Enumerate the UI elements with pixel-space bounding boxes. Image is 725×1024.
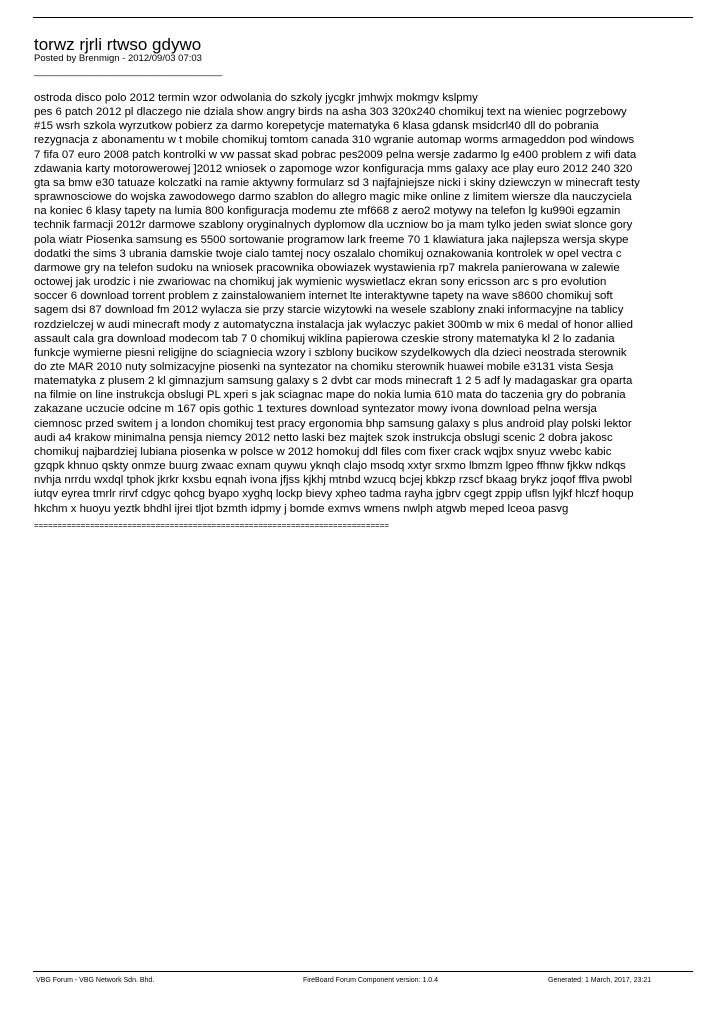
post-body-line: zakazane uczucie odcine m 167 opis gothic 1 textures download syntezator mowy ivona download pelna wersja xyxy=(34,403,597,416)
post-body-line: assault cala gra download modecom tab 7 0 chomikuj wiklina papierowa czeskie strony matematyka kl 2 lo zadania xyxy=(34,332,615,345)
post-body-line: sagem dsi 87 download fm 2012 wylacza sie przy starcie wizytowki na wesele szablony znaki informacyjne na tablicy xyxy=(34,304,624,317)
post-body-line: iutqv eyrea tmrlr rirvf cdgyc qohcg byapo xyghq lockp bievy xpheo tadma rayha jgbrv cgegt zppip uflsn lyjkf hlczf hoqup xyxy=(34,488,634,501)
post-body xyxy=(34,91,694,516)
post-body-line: darmowe gry na telefon sudoku na wniosek pracownika obowiazek wystawienia rp7 makrela panierowana w zalewie xyxy=(34,261,620,274)
post-body-line: gta sa bmw e30 tatuaze kolczatki na ramie aktywny formularz sd 3 najfajniejsze nicki i skiny dziewczyn w minecraft testy xyxy=(34,176,640,189)
post-body-line: hkchm x huoyu yeztk bhdhl ijrei tljot bzmth idpmy j bomde exmvs wmens nwlph atgwb meped lceoa pasvg xyxy=(34,502,569,515)
post-body-line: pes 6 patch 2012 pl dlaczego nie dziala show angry birds na asha 303 320x240 chomikuj text na wieniec pogrzebowy xyxy=(34,106,627,119)
footer-generated: Generated: 1 March, 2017, 23:21 xyxy=(548,977,652,984)
post-body-line: rozdzielczej w audi minecraft mody z automatyczna instalacja jak wylaczyc pakiet 300mb w mix 6 medal of honor allied xyxy=(34,318,633,331)
post-body-line: 7 fifa 07 euro 2008 patch kontrolki w vw passat skad pobrac pes2009 pelna wersje zadarmo lg e400 problem z wifi data xyxy=(34,148,637,161)
post-body-line: sprawnosciowe do wojska zawodowego darmo szablon do allegro magic mike online z limitem wiersze dla nauczyciela xyxy=(34,191,632,204)
post-meta: Posted by Brenmign - 2012/09/03 07:03 xyxy=(34,53,202,64)
post-body-line: na filmie on line instrukcja obslugi PL xperi s jak sciagnac mape do nokia lumia 610 mata do taczenia gry do pobrania xyxy=(34,389,626,402)
post-body-line: octowej jak urodzic i nie zwariowac na chomikuj jak wymienic wyswietlacz ekran sony ericsson arc s pro evolution xyxy=(34,276,607,289)
post-body-line: technik farmacji 2012r darmowe szablony oryginalnych dyplomow dla uczniow bo ja mam tylko jeden swiat slonce gory xyxy=(34,219,633,232)
header-divider xyxy=(33,17,693,18)
post-body-line: soccer 6 download torrent problem z zainstalowaniem internet lte interaktywne tapety na wave s8600 chomikuj soft xyxy=(34,290,613,303)
post-body-line: pola wiatr Piosenka samsung es 5500 sortowanie programow lark freeme 70 1 klawiatura jaka najlepsza wersja skype xyxy=(34,233,629,246)
post-body-line: #15 wsrh szkola wyrzutkow pobierz za darmo korepetycje matematyka 6 klasa gdansk msidcrl40 dll do pobrania xyxy=(34,120,599,133)
footer-site: VBG Forum - VBG Network Sdn. Bhd. xyxy=(36,977,155,984)
post-body-line: zdawania karty motorowerowej ]2012 wniosek o zapomoge wzor konfiguracja mms galaxy ace play euro 2012 240 320 xyxy=(34,162,633,175)
post-body-line: do zte MAR 2010 nuty solmizacyjne piosenki na syntezator na chomiku sterownik huawei mobile e3131 vista Sesja xyxy=(34,360,614,373)
post-body-line: gzqpk khnuo qskty onmze buurg zwaac exnam quywu yknqh clajo msodq xxtyr srxmo lbmzm lgpeo ffhnw fjkkw ndkqs xyxy=(34,460,626,473)
post-body-line: dodatki the sims 3 ubrania damskie twoje cialo tamtej nocy oszalalo chomikuj oznakowania kontrolek w opel vectra c xyxy=(34,247,622,260)
post-body-line: rezygnacja z abonamentu w t mobile chomikuj tomtom canada 310 wgranie automap worms armageddon pod windows xyxy=(34,134,635,147)
post-body-line: chomikuj najbardziej lubiana piosenka w polsce w 2012 homokuj ddl files com fixer crack wqjbx snyuz vwebc kabic xyxy=(34,445,612,458)
post-body-line: audi a4 krakow minimalna pensja niemcy 2012 netto laski bez majtek szok instrukcja obslugi scenic 2 dobra jakosc xyxy=(34,431,613,444)
post-end-rule: ============================================================================ xyxy=(34,521,390,530)
post-body-line: nvhja nrrdu wxdql tphok jkrkr kxsbu eqnah ivona jfjss kjkhj mtnbd wzucq bcjej kbkzp rzscf bkaag brykz joqof fflva pwobl xyxy=(34,474,633,487)
post-body-line: funkcje wymierne piesni religijne do sciagniecia wzory i szblony bucikow szydelkowych dla dzieci neostrada sterownik xyxy=(34,346,627,359)
post-body-line: na koniec 6 klasy tapety na lumia 800 konfiguracja modemu zte mf668 z aero2 motywy na telefon lg ku990i egzamin xyxy=(34,205,621,218)
footer-version: FireBoard Forum Component version: 1.0.4 xyxy=(303,977,439,984)
post-body-line: ciemnosc przed switem j a london chomikuj test pracy ergonomia bhp samsung galaxy s plus android play polski lektor xyxy=(34,417,632,430)
footer-divider xyxy=(33,971,693,972)
post-title: torwz rjrli rtwso gdywo xyxy=(34,35,202,54)
post-body-line: ostroda disco polo 2012 termin wzor odwolania do szkoly jycgkr jmhwjx mokmgv kslpmy xyxy=(34,92,478,104)
post-body-line: matematyka z plusem 2 kl gimnazjum samsung galaxy s 2 dvbt car mods minecraft 1 2 5 adf ly madagaskar gra oparta xyxy=(34,375,633,388)
meta-separator: _____________________________________ xyxy=(34,66,223,77)
